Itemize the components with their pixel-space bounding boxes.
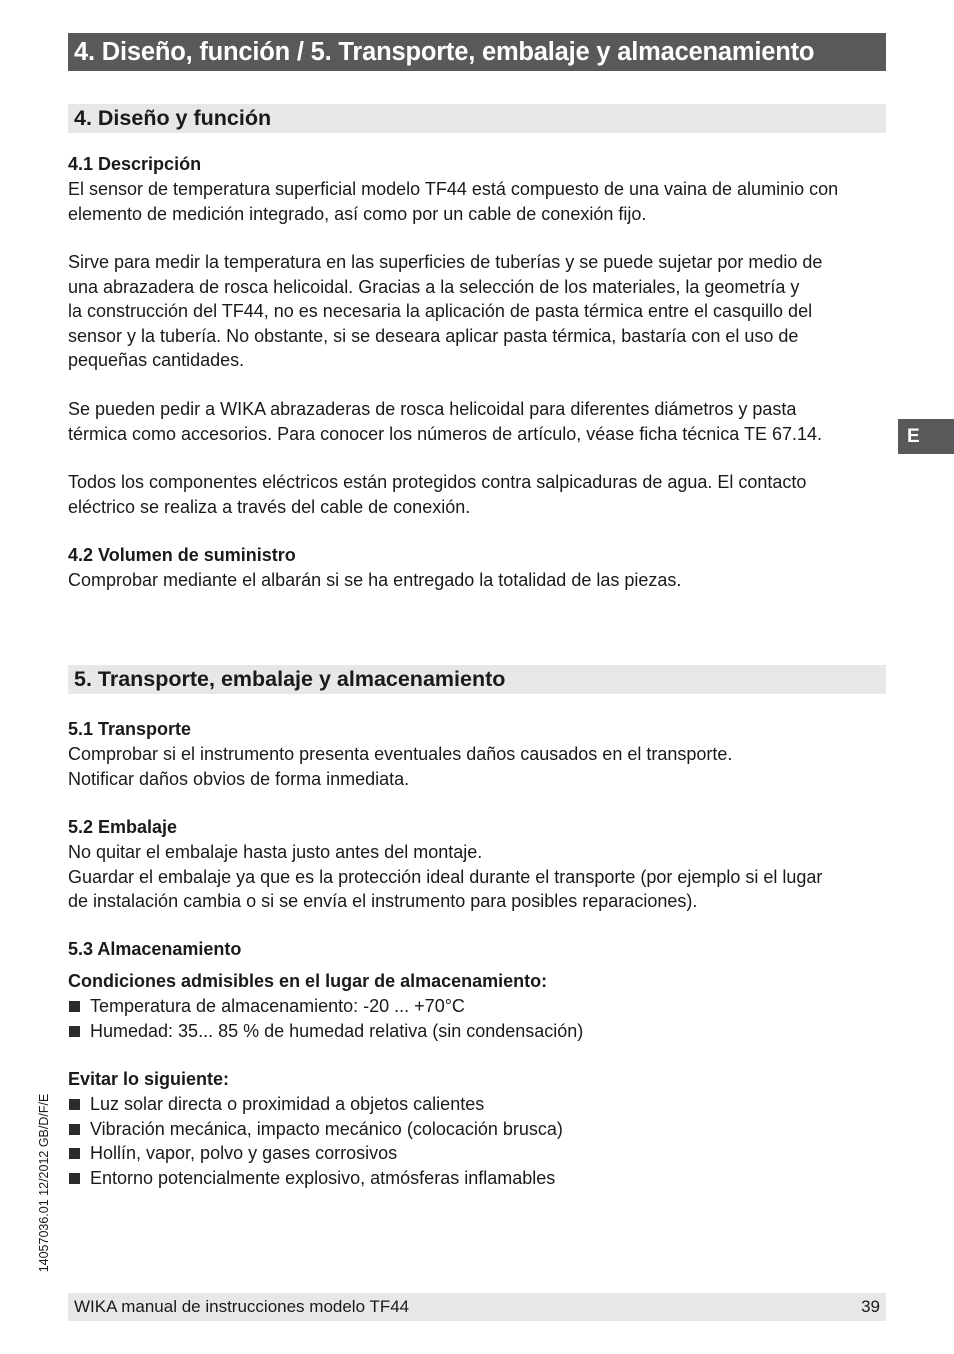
list-item: Hollín, vapor, polvo y gases corrosivos — [68, 1141, 563, 1166]
subsection-4-2-heading: 4.2 Volumen de suministro — [68, 545, 296, 565]
language-tab: E — [898, 419, 954, 454]
page-title: 4. Diseño, función / 5. Transporte, embalaje y almacenamiento — [68, 33, 886, 71]
list-item: Temperatura de almacenamiento: -20 ... +70°C — [68, 994, 583, 1019]
paragraph-5-1: Comprobar si el instrumento presenta eventuales daños causados en el transporte. Notificar daños obvios de forma inmediata. — [68, 744, 733, 789]
avoid-list — [68, 1092, 563, 1190]
paragraph-4-1-c: Se pueden pedir a WIKA abrazaderas de rosca helicoidal para diferentes diámetros y pasta térmica como accesorios. Para conocer los números de artículo, véase ficha técnica TE 67.14. — [68, 399, 823, 444]
bullet-square-icon — [69, 1001, 80, 1012]
subsection-5-1-heading: 5.1 Transporte — [68, 719, 192, 739]
section-4-heading: 4. Diseño y función — [68, 104, 886, 133]
list-item: Humedad: 35... 85 % de humedad relativa (sin condensación) — [68, 1019, 583, 1044]
list-item: Luz solar directa o proximidad a objetos calientes — [68, 1092, 563, 1117]
bullet-square-icon — [69, 1099, 80, 1110]
avoid-heading: Evitar lo siguiente: — [68, 1069, 230, 1089]
paragraph-4-1-a: El sensor de temperatura superficial modelo TF44 está compuesto de una vaina de aluminio con elemento de medición integrado, así como por un cable de conexión fijo. — [68, 179, 839, 224]
subsection-5-2-heading: 5.2 Embalaje — [68, 817, 178, 837]
paragraph-4-2: Comprobar mediante el albarán si se ha entregado la totalidad de las piezas. — [68, 570, 682, 590]
subsection-5-3-heading: 5.3 Almacenamiento — [68, 939, 242, 959]
storage-conditions-heading: Condiciones admisibles en el lugar de almacenamiento: — [68, 971, 548, 991]
section-5-heading: 5. Transporte, embalaje y almacenamiento — [68, 665, 886, 694]
paragraph-5-2: No quitar el embalaje hasta justo antes del montaje. Guardar el embalaje ya que es la protección ideal durante el transporte (por ejemplo si el lugar de instalación cambia o si se envía el instrumento para posibles reparaciones). — [68, 842, 823, 911]
bullet-square-icon — [69, 1173, 80, 1184]
paragraph-4-1-d: Todos los componentes eléctricos están protegidos contra salpicaduras de agua. El contacto eléctrico se realiza a través del cable de conexión. — [68, 472, 807, 517]
list-item: Entorno potencialmente explosivo, atmósferas inflamables — [68, 1166, 563, 1191]
subsection-4-1-heading: 4.1 Descripción — [68, 154, 202, 174]
bullet-square-icon — [69, 1124, 80, 1135]
paragraph-4-1-b: Sirve para medir la temperatura en las superficies de tuberías y se puede sujetar por medio de una abrazadera de rosca helicoidal. Gracias a la selección de los materiales, la geometría y la construcción del TF44, no es necesaria la aplicación de pasta térmica entre el casquillo del sensor y la tubería. No obstante, si se deseara aplicar pasta térmica, bastaría con el uso de pequeñas cantidades. — [68, 252, 823, 370]
document-code: 14057036.01 12/2012 GB/D/F/E — [37, 1093, 51, 1273]
footer-text: WIKA manual de instrucciones modelo TF44 — [74, 1297, 410, 1316]
page-number: 39 — [861, 1297, 880, 1316]
list-item: Vibración mecánica, impacto mecánico (colocación brusca) — [68, 1117, 563, 1142]
footer — [68, 1293, 886, 1321]
bullet-square-icon — [69, 1026, 80, 1037]
bullet-square-icon — [69, 1148, 80, 1159]
storage-conditions-list — [68, 994, 583, 1043]
